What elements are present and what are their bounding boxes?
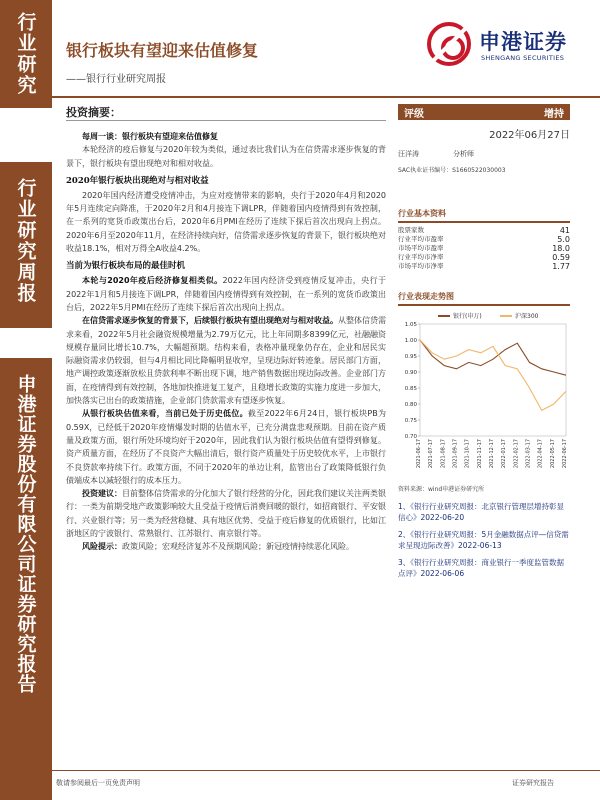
right-column [398, 100, 570, 585]
legend-label: 沪深300 [515, 313, 539, 320]
performance-chart-svg [398, 310, 570, 478]
analyst-role: 分析师 [453, 150, 474, 158]
chart-source: 资料来源：wind申港证券研究所 [398, 486, 485, 493]
summary-divider [66, 120, 386, 121]
y-tick-label: 1.00 [404, 338, 417, 344]
stats-row [398, 226, 570, 235]
sidebar-company-label: 申港证券股份有限公司证券研究报告 [14, 374, 37, 694]
summary-paragraph-valuation [66, 407, 386, 487]
industry-stats-title: 行业基本资料 [398, 208, 570, 223]
rating-bar [398, 104, 570, 120]
sidebar-category-label: 行业研究 [14, 12, 37, 96]
y-tick-label: 0.80 [404, 402, 417, 408]
similar-body: 2022年国内经济受到疫情反复冲击，央行于2022年1月和5月接连下调LPR，伴随着国内疫情得到有效控制，在一系列的宽货币政策出台后，2022年5月PMI在经历了连续下探后首次出现向上拐点。 [66, 276, 387, 312]
analyst-name: 汪洋涛 [398, 150, 419, 158]
x-tick-label: 2021-12-17 [489, 439, 495, 469]
y-tick-label: 0.90 [404, 370, 417, 376]
credit-lead: 在信贷需求逐步恢复的背景下，后续银行板块有望出现绝对与相对收益。 [82, 316, 338, 326]
stats-row [398, 235, 570, 244]
stats-label: 行业平均市净率 [398, 253, 444, 261]
stats-label: 股票家数 [398, 226, 424, 234]
logo-chinese-name: 申港证券 [479, 30, 567, 54]
y-tick-label: 0.95 [404, 354, 417, 360]
sidebar-block-company [0, 358, 52, 800]
stats-value: 18.0 [552, 244, 570, 253]
stats-row [398, 253, 570, 262]
report-date: 2022年06月27日 [489, 130, 570, 141]
header-divider [52, 96, 600, 98]
stats-value: 0.59 [552, 253, 570, 262]
sidebar-report-type-label: 行业研究周报 [14, 178, 37, 304]
x-tick-label: 2021-11-17 [476, 439, 483, 469]
similar-lead: 本轮与2020年疫后经济修复相类似。 [82, 276, 223, 286]
credit-body: 从整体信贷需求来看，2022年5月社会融资规模增量为2.79万亿元，比上年同期多8399亿元，社融融资规模存量同比增长10.7%，大幅超预期。结构来看，表格冲量现象仍存在，企业和居民实际融资需求仍较弱，但与4月相比同比降幅明显收窄，呈现边际好转迹象。居民部门方面，地产调控政策逐渐放松且贷款利率不断出现下调，地产销售数据出现边际改善。企业部门方面，在疫情得到有效控制，各地加快推进复工复产，且稳增长政策的实施力度进一步加大，加快落实已出台的政策措施，企业部门贷款需求有望逐步恢复。 [66, 316, 386, 406]
x-tick-label: 2021-07-17 [428, 439, 435, 469]
related-report-1[interactable]: 1、《银行行业研究周报：北京银行管理层增持彰显信心》2022-06-20 [398, 502, 565, 522]
x-tick-label: 2022-03-17 [525, 439, 532, 469]
chart-title: 行业表现走势图 [398, 291, 570, 306]
subheading-timing: 当前为银行板块布局的最佳时机 [66, 261, 186, 272]
stats-row [398, 262, 570, 271]
stats-label: 市场平均市盈率 [398, 244, 444, 252]
page-header [52, 0, 600, 100]
related-report-3[interactable]: 3、《银行行业研究周报：商业银行一季度监管数据点评》2022-06-06 [398, 558, 565, 578]
x-tick-label: 2021-08-17 [440, 439, 447, 469]
footer-disclaimer: 敬请参阅最后一页免责声明 [56, 779, 140, 787]
x-tick-label: 2022-06-17 [562, 439, 568, 469]
related-reports [398, 501, 570, 579]
sidebar-block-report-type [0, 162, 52, 328]
x-tick-label: 2022-02-17 [513, 439, 520, 469]
summary-paragraph-similar [66, 274, 386, 314]
summary-paragraph-1: 本轮经济的疫后修复与2020年较为类似，通过表比我们认为在信贷需求逐步恢复的背景下，银行板块有望出现绝对和相对收益。 [66, 145, 386, 168]
sidebar-block-category [0, 0, 52, 108]
x-tick-label: 2021-06-17 [416, 439, 422, 469]
stats-label: 行业平均市盈率 [398, 235, 444, 243]
plot-frame [420, 324, 566, 436]
weekly-topic-paragraph [66, 130, 386, 143]
summary-paragraph-advice [66, 487, 386, 540]
subheading-2020: 2020年银行板块出现绝对与相对收益 [66, 175, 209, 186]
analyst-info [398, 149, 570, 159]
stats-value: 5.0 [557, 235, 570, 244]
summary-paragraph-risk [66, 540, 386, 553]
logo-english-name: SHENGANG SECURITIES [481, 54, 565, 62]
stats-value: 41 [559, 226, 570, 235]
advice-body: 目前整体信贷需求的分化加大了银行经营的分化，因此我们建议关注两类银行：一类为前期受地产政策影响较大且受益于疫情后消费回暖的银行，如招商银行、平安银行、兴业银行等；另一类为经营稳健、具有地区优势、受益于疫后修复的优质银行，比如江浙地区的宁波银行、常熟银行、江苏银行、南京银行等。 [66, 489, 386, 539]
x-tick-label: 2022-05-17 [549, 439, 556, 469]
summary-paragraph-2020: 2020年国内经济遭受疫情冲击，为应对疫情带来的影响，央行于2020年4月和2020年5月连续定向降准，于2020年2月和4月接连下调LPR，伴随着国内疫情得到有效控制，在一系列的宽货币政策出台后，2020年6月PMI在经历了连续下探后首次出现向上拐点。2020年6月至2020年11月，在经济持续向好，信贷需求逐步恢复的背景下，银行板块绝对收益18.1%，相对万得全A收益4.2%。 [66, 190, 386, 254]
main-content [66, 104, 386, 554]
footer-divider [52, 770, 600, 771]
summary-paragraph-credit [66, 314, 386, 407]
valuation-lead: 从银行板块估值来看，当前已处于历史低位。 [82, 409, 248, 419]
industry-stats-table [398, 226, 570, 271]
legend-label: 银行(申万) [453, 313, 482, 320]
left-sidebar [0, 0, 52, 800]
report-title: 银行板块有望迎来估值修复 [66, 41, 259, 60]
stats-value: 1.77 [552, 262, 570, 271]
advice-lead: 投资建议： [82, 489, 122, 499]
investment-summary-heading: 投资摘要： [66, 106, 121, 119]
stats-row [398, 244, 570, 253]
company-logo [427, 22, 595, 72]
sac-certificate: SAC执业证书编号：S1660522030003 [398, 167, 506, 174]
series-line-hs300 [420, 340, 566, 410]
x-tick-label: 2022-04-17 [537, 439, 544, 469]
rating-value: 增持 [544, 108, 564, 120]
related-report-2[interactable]: 2、《银行行业研究周报：5月金融数据点评—信贷需求呈现边际改善》2022-06-13 [398, 530, 569, 550]
rating-label: 评级 [404, 108, 424, 120]
y-tick-label: 0.75 [404, 418, 417, 424]
x-tick-label: 2021-09-17 [452, 439, 459, 469]
risk-body: 政策风险；宏观经济复苏不及预期风险；新冠疫情持续恶化风险。 [122, 542, 354, 552]
y-tick-label: 0.85 [404, 386, 417, 392]
report-subtitle: ——银行行业研究周报 [66, 74, 166, 85]
logo-mark-icon [427, 22, 471, 66]
weekly-topic-label: 每周一谈：银行板块有望迎来估值修复 [82, 132, 218, 141]
x-tick-label: 2022-01-17 [501, 439, 508, 469]
y-tick-label: 1.05 [404, 322, 417, 328]
valuation-body: 截至2022年6月24日，银行板块PB为0.59X，已经低于2020年疫情爆发时期的估值水平，已充分满盘悲观预期。目前在资产质量及政策方面，银行所处环境均好于2020年，因此我们认为银行板块估值有望得到修复。资产质量方面，在经历了不良资产大幅出清后，银行资产质量处于历史较优水平，上市银行不良贷款率持续下行。政策方面，不同于2020年的单边让利，监管出台了政策降低银行负债端成本以减轻银行的成本压力。 [66, 409, 386, 485]
risk-lead: 风险提示： [82, 542, 122, 552]
y-tick-label: 0.70 [404, 434, 417, 440]
footer-label: 证券研究报告 [512, 779, 554, 787]
stats-label: 市场平均市净率 [398, 262, 444, 270]
x-tick-label: 2021-10-17 [464, 439, 471, 469]
performance-chart [398, 310, 570, 478]
